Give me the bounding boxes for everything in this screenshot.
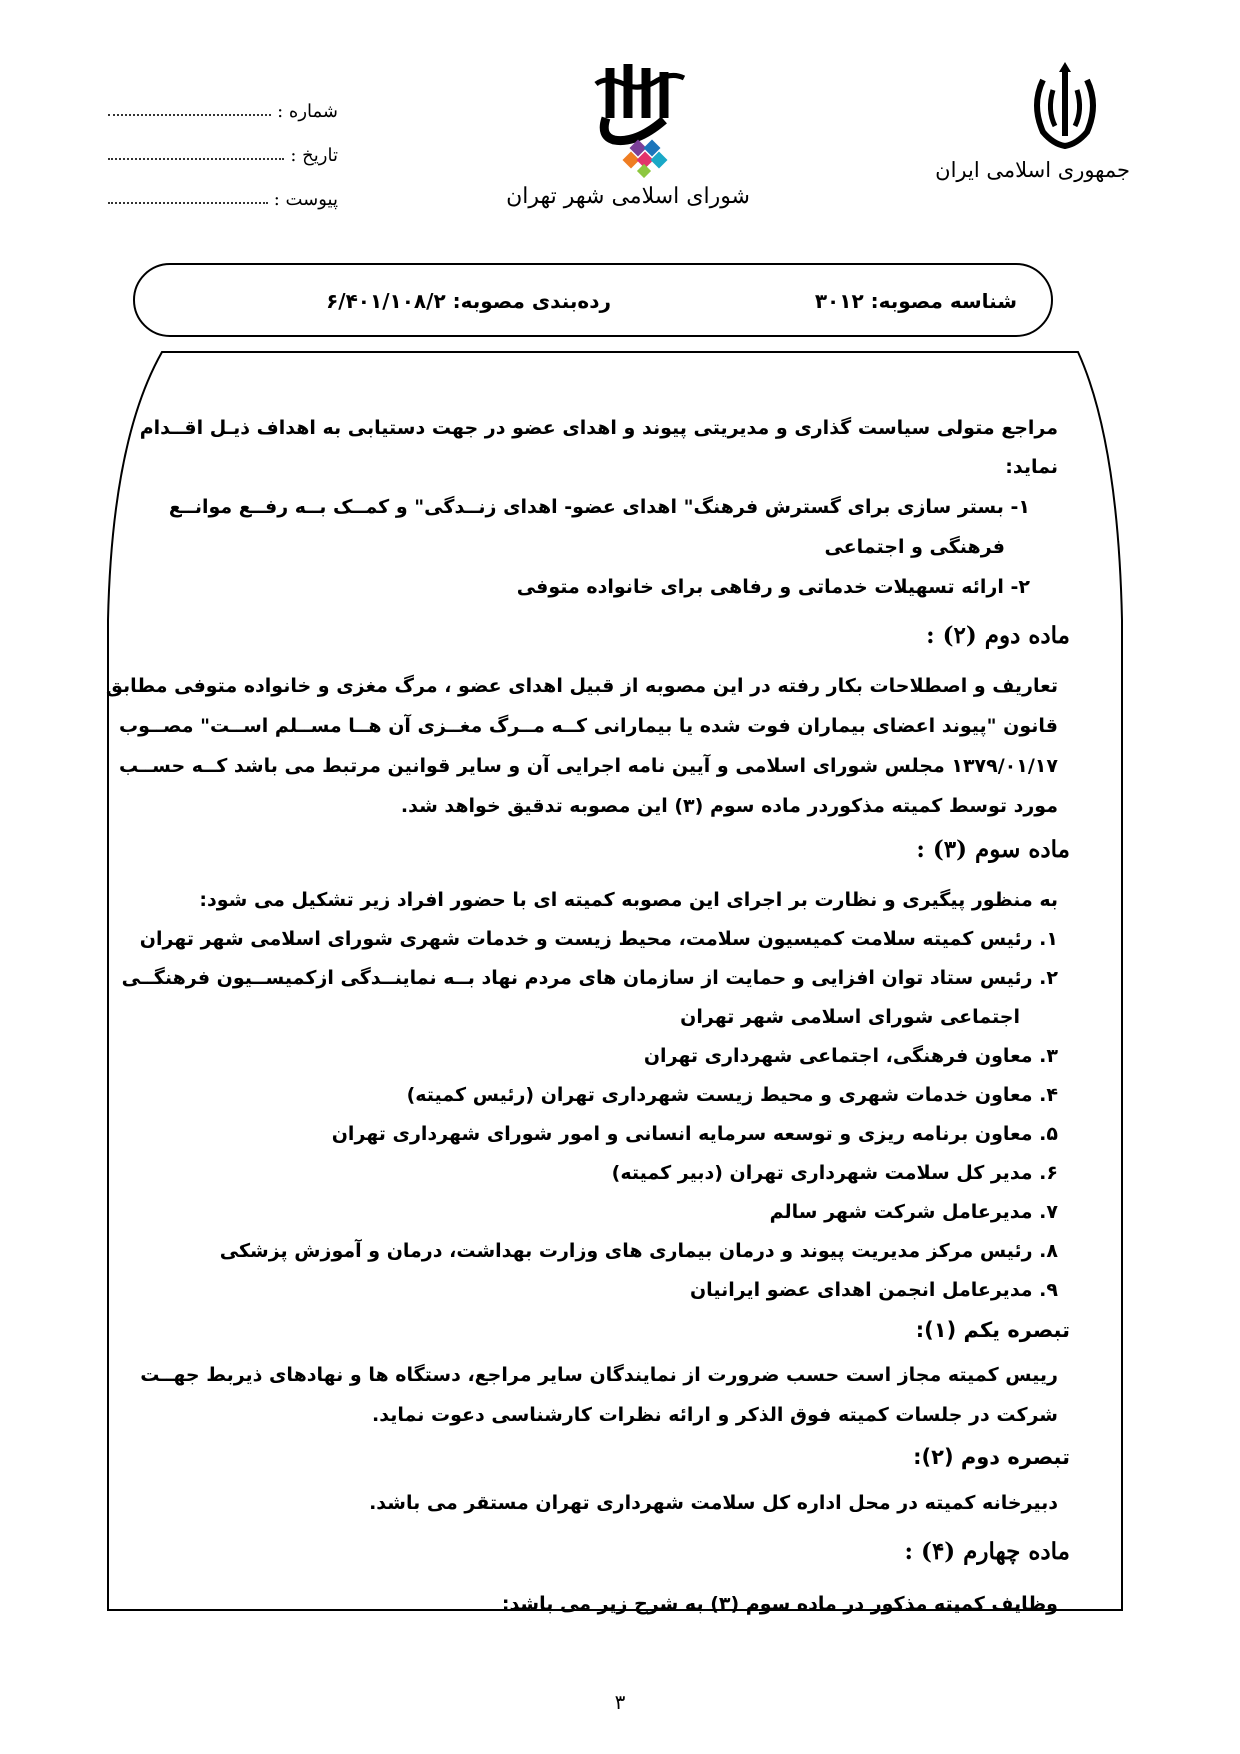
attachment-field-label: پیوست : [273, 189, 338, 210]
date-field-label: تاریخ : [290, 145, 338, 166]
note-1-line-1: رییس کمیته مجاز است حسب ضرورت از نمایندگان سایر مراجع، دستگاه ها و نهادهای ذیربط جهــت [140, 1364, 1058, 1386]
note-1-line-2: شرکت در جلسات کمیته فوق الذکر و ارائه نظرات کارشناسی دعوت نماید. [372, 1404, 1058, 1426]
article-4-heading: ماده چهارم (۴) : [904, 1538, 1070, 1565]
article-2-line-2: قانون "پیوند اعضای بیماران فوت شده یا بیمارانی کــه مــرگ مغــزی آن هــا مســلم اســت" مصــوب [119, 715, 1058, 737]
member-4: ۴. معاون خدمات شهری و محیط زیست شهرداری تهران (رئیس کمیته) [406, 1084, 1058, 1106]
resolution-id: شناسه مصوبه: ۳۰۱۲ [814, 289, 1017, 313]
number-field-label: شماره : [277, 101, 338, 122]
goal-2: ۲- ارائه تسهیلات خدماتی و رفاهی برای خانواده متوفی [516, 576, 1030, 598]
member-3: ۳. معاون فرهنگی، اجتماعی شهرداری تهران [643, 1045, 1058, 1067]
member-7: ۷. مدیرعامل شرکت شهر سالم [769, 1201, 1058, 1223]
article-2-line-4: مورد توسط کمیته مذکوردر ماده سوم (۳) این مصوبه تدقیق خواهد شد. [400, 795, 1058, 817]
intro-line-1: مراجع متولی سیاست گذاری و مدیریتی پیوند و اهدای عضو در جهت دستیابی به اهداف ذیـل اقــدام [139, 417, 1058, 439]
emblem-caption: جمهوری اسلامی ایران [935, 158, 1130, 182]
intro-line-2: نماید: [1005, 456, 1058, 478]
article-2-heading: ماده دوم (۲) : [926, 622, 1070, 649]
member-2-line-2: اجتماعی شورای اسلامی شهر تهران [680, 1006, 1020, 1028]
member-2-line-1: ۲. رئیس ستاد توان افزایی و حمایت از سازمان های مردم نهاد بــه نماینــدگی ازکمیســیون فرهنگــی [121, 967, 1058, 989]
council-caption: شورای اسلامی شهر تهران [506, 184, 750, 209]
note-2-heading: تبصره دوم (۲): [913, 1445, 1070, 1469]
member-9: ۹. مدیرعامل انجمن اهدای عضو ایرانیان [689, 1279, 1058, 1301]
goal-1-line-1: ۱- بستر سازی برای گسترش فرهنگ" اهدای عضو- اهدای زنــدگی" و کمــک بــه رفــع موانــع [168, 496, 1030, 518]
note-1-heading: تبصره یکم (۱): [915, 1318, 1070, 1342]
note-2-line: دبیرخانه کمیته در محل اداره کل سلامت شهرداری تهران مستقر می باشد. [369, 1492, 1058, 1514]
article-2-line-1: تعاریف و اصطلاحات بکار رفته در این مصوبه از قبیل اهدای عضو ، مرگ مغزی و خانواده متوفی مطابق [105, 675, 1058, 697]
article-3-intro: به منظور پیگیری و نظارت بر اجرای این مصوبه کمیته ای با حضور افراد زیر تشکیل می شود: [199, 889, 1058, 911]
page-number: ۳ [614, 1690, 626, 1714]
member-6: ۶. مدیر کل سلامت شهرداری تهران (دبیر کمیته) [611, 1162, 1058, 1184]
member-5: ۵. معاون برنامه ریزی و توسعه سرمایه انسانی و امور شورای شهرداری تهران [331, 1123, 1058, 1145]
article-2-line-3: ۱۳۷۹/۰۱/۱۷ مجلس شورای اسلامی و آیین نامه اجرایی آن و سایر قوانین مرتبط می باشد کــه حســب [119, 755, 1058, 777]
article-3-heading: ماده سوم (۳) : [916, 836, 1070, 863]
article-4-intro: وظایف کمیته مذکور در ماده سوم (۳) به شرح زیر می باشد: [501, 1593, 1058, 1615]
goal-1-line-2: فرهنگی و اجتماعی [824, 536, 1005, 558]
member-8: ۸. رئیس مرکز مدیریت پیوند و درمان بیماری های وزارت بهداشت، درمان و آموزش پزشکی [219, 1240, 1058, 1262]
resolution-classification: رده‌بندی مصوبه: ۶/۴۰۱/۱۰۸/۲ [326, 289, 611, 313]
member-1: ۱. رئیس کمیته سلامت کمیسیون سلامت، محیط زیست و خدمات شهری شورای اسلامی شهر تهران [139, 928, 1058, 950]
